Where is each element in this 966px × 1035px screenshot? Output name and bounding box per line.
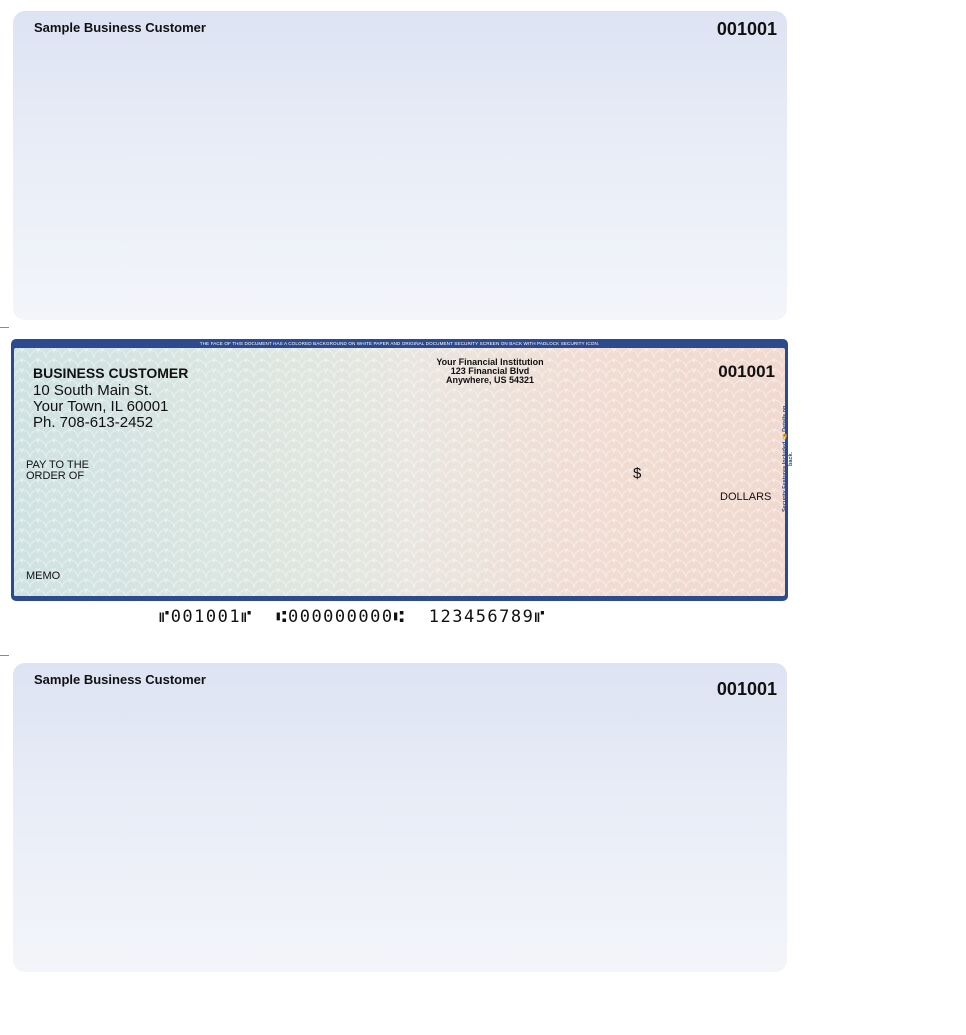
bottom-stub-check-number: 001001 [716,679,777,699]
memo-label: MEMO [26,570,61,582]
dollars-label: DOLLARS [720,491,772,503]
perforation-mark-upper [0,327,9,328]
account-holder-address-line2: Your Town, IL 60001 [33,398,169,415]
micr-line: ⑈001001⑈ ⑆000000000⑆ 123456789⑈ [159,607,547,627]
dollar-sign: $ [633,465,642,482]
top-stub [13,11,787,320]
perforation-mark-lower [0,655,9,656]
bottom-stub-customer-name: Sample Business Customer [34,672,206,687]
pay-to-label-line1: PAY TO THE [26,459,89,471]
security-banner: THE FACE OF THIS DOCUMENT HAS A COLORED BACKGROUND ON WHITE PAPER AND ORIGINAL DOCUMENT SECURITY SCREEN ON BACK WITH PADLOCK SECURITY ICON. [199,341,600,346]
check [11,339,794,601]
check-face [14,348,785,596]
pay-to-label-line2: ORDER OF [26,470,85,482]
account-holder-phone: Ph. 708-613-2452 [33,414,154,431]
account-holder-name: BUSINESS CUSTOMER [33,365,189,381]
check-number: 001001 [718,362,775,381]
top-stub-check-number: 001001 [716,19,777,39]
security-features-side-text: Security Features Included 🔒 Details on back. [782,405,794,513]
bank-address-line1: 123 Financial Blvd [450,366,530,376]
bottom-stub [13,663,787,972]
bank-name: Your Financial Institution [436,357,544,367]
pay-to-label [26,460,89,482]
top-stub-customer-name: Sample Business Customer [34,20,206,35]
bank-address-line2: Anywhere, US 54321 [445,375,535,385]
account-holder-address-line1: 10 South Main St. [33,382,153,399]
